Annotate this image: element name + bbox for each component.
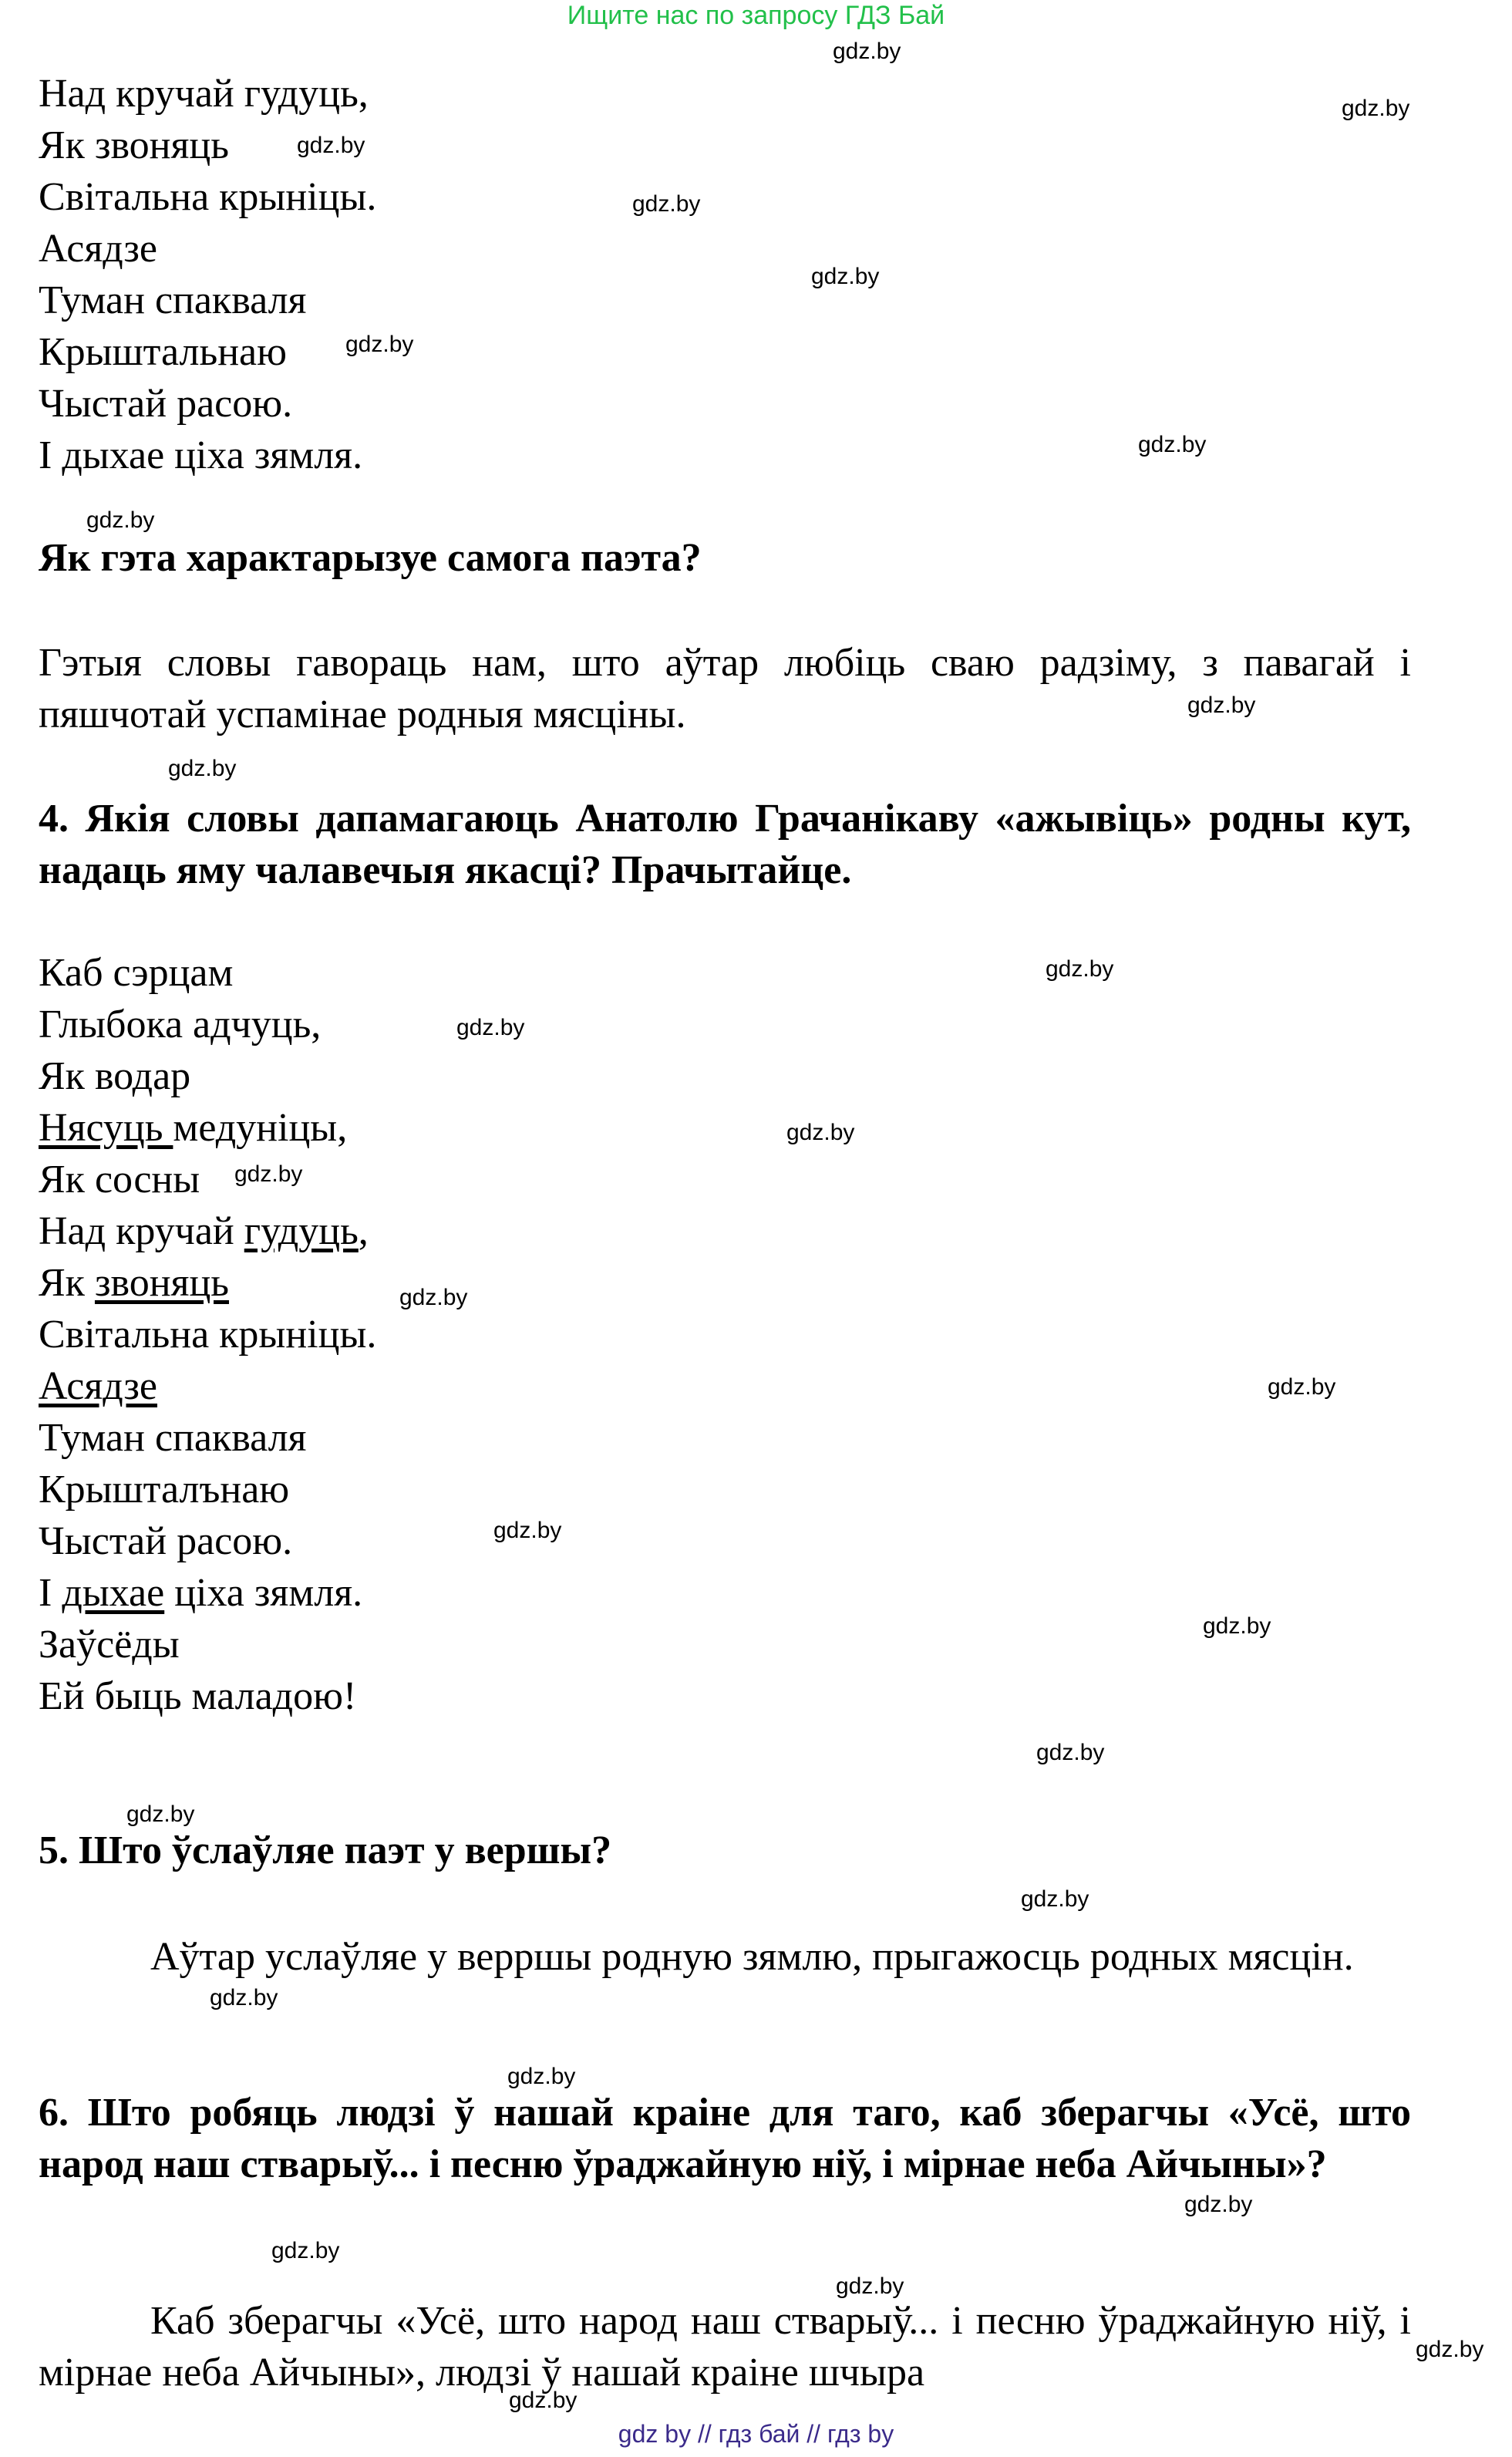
answer-3 xyxy=(39,637,1411,740)
poem-annotated xyxy=(39,947,1411,1722)
watermark: gdz.by xyxy=(836,2273,904,2299)
answer-text: Аўтар услаўляе у верршы родную зямлю, прыгажосць родных мясцін. xyxy=(150,1935,1354,1979)
poem-line: Чыстай расою. xyxy=(39,382,293,426)
poem-line: Глыбока адчуць, xyxy=(39,1003,322,1046)
watermark: gdz.by xyxy=(297,133,365,158)
footer-links: gdz by // гдз бай // гдз by xyxy=(618,2420,894,2448)
watermark: gdz.by xyxy=(168,756,237,781)
watermark: gdz.by xyxy=(1021,1886,1089,1912)
watermark: gdz.by xyxy=(126,1801,195,1827)
question-text: 5. Што ўслаўляе паэт у вершы? xyxy=(39,1828,612,1872)
question-3 xyxy=(39,532,1411,584)
poem-line: Туман спакваля xyxy=(39,278,307,322)
poem-top xyxy=(39,68,1411,481)
question-text: 6. Што робяць людзі ў нашай краіне для таго, каб зберагчы «Усё, што народ наш стварыў... і песню ўраджайную ніў, і мірнае неба Айчыны»? xyxy=(39,2091,1411,2186)
underlined-word: гудуць xyxy=(244,1209,359,1253)
underlined-word: Асядзе xyxy=(39,1364,157,1408)
watermark: gdz.by xyxy=(1184,2192,1253,2217)
answer-text: Гэтыя словы гавораць нам, што аўтар любіць сваю радзіму, з павагай і пяшчотай успамінае родныя мясціны. xyxy=(39,641,1411,736)
poem-line: Над кручай гудуць, xyxy=(39,72,369,116)
watermark: gdz.by xyxy=(811,264,880,289)
watermark: gdz.by xyxy=(1416,2337,1484,2362)
underlined-word: Нясуць xyxy=(39,1106,173,1150)
poem-line: Туман спакваля xyxy=(39,1416,307,1460)
poem-line: Як звоняць xyxy=(39,1261,229,1305)
watermark: gdz.by xyxy=(210,1985,278,2010)
watermark: gdz.by xyxy=(86,507,155,533)
underlined-word: дыхае xyxy=(62,1571,165,1615)
poem-line: І дыхае ціха зямля. xyxy=(39,433,363,477)
watermark: gdz.by xyxy=(399,1285,468,1310)
poem-line: Як сосны xyxy=(39,1158,200,1202)
poem-line: Асядзе xyxy=(39,227,157,271)
poem-line: Як звоняць xyxy=(39,123,229,167)
watermark: gdz.by xyxy=(632,191,701,217)
poem-line: Каб сэрцам xyxy=(39,951,234,995)
poem-line xyxy=(39,1360,1411,1412)
watermark: gdz.by xyxy=(1342,96,1410,121)
watermark: gdz.by xyxy=(345,332,414,357)
watermark: gdz.by xyxy=(786,1120,855,1145)
watermark: gdz.by xyxy=(493,1518,562,1543)
watermark: gdz.by xyxy=(1187,693,1256,718)
watermark: gdz.by xyxy=(271,2238,340,2263)
poem-line: Над кручай гудуць, xyxy=(39,1209,369,1253)
question-5 xyxy=(39,1825,1411,1876)
poem-line: Заўсёды xyxy=(39,1623,180,1667)
answer-5 xyxy=(39,1931,1411,1983)
watermark: gdz.by xyxy=(833,39,901,64)
poem-line: Крыштальнаю xyxy=(39,330,287,374)
poem-line: Крышталънаю xyxy=(39,1468,290,1512)
poem-line: Нясуць медуніцы, xyxy=(39,1106,348,1150)
poem-line: Чыстай расою. xyxy=(39,1519,293,1563)
poem-line: І дыхае ціха зямля. xyxy=(39,1571,363,1615)
watermark: gdz.by xyxy=(456,1015,525,1040)
header-banner: Ищите нас по запросу ГДЗ Бай xyxy=(567,1,945,30)
watermark: gdz.by xyxy=(1036,1740,1105,1765)
question-4 xyxy=(39,793,1411,896)
answer-text: Каб зберагчы «Усё, што народ наш стварыў... і песню ўраджайную ніў, і мірнае неба Айчыны», людзі ў нашай краіне шчыра xyxy=(39,2299,1411,2395)
question-6 xyxy=(39,2087,1411,2190)
poem-line: Світальна крыніцы. xyxy=(39,1313,377,1357)
watermark: gdz.by xyxy=(1138,432,1207,457)
poem-line: Світальна крыніцы. xyxy=(39,175,377,219)
watermark: gdz.by xyxy=(1046,956,1114,982)
watermark: gdz.by xyxy=(234,1161,303,1187)
question-text: Як гэта характарызуе самога паэта? xyxy=(39,536,702,580)
watermark: gdz.by xyxy=(507,2064,576,2089)
answer-6 xyxy=(39,2295,1411,2398)
underlined-word: звоняць xyxy=(94,1261,229,1305)
watermark: gdz.by xyxy=(1203,1613,1271,1639)
poem-line: Як водар xyxy=(39,1054,191,1098)
poem-line: Ей быць маладою! xyxy=(39,1674,357,1718)
watermark: gdz.by xyxy=(509,2388,578,2413)
watermark: gdz.by xyxy=(1268,1374,1336,1400)
question-text: 4. Якія словы дапамагаюць Анатолю Грачанікаву «ажывіць» родны кут, надаць яму чалавечыя якасці? Прачытайце. xyxy=(39,797,1411,892)
